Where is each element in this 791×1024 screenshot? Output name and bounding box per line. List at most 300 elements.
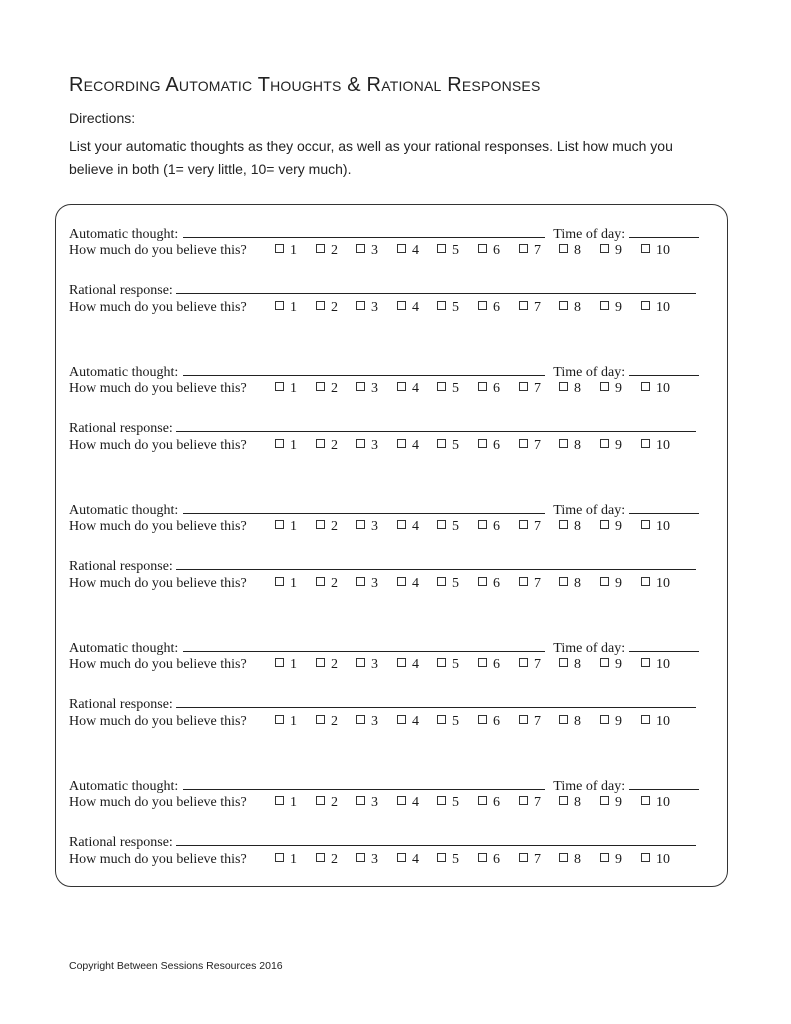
option-label: 4 (412, 714, 419, 729)
belief-option-4[interactable] (397, 713, 419, 731)
checkbox-icon[interactable] (559, 244, 568, 253)
belief-option-4[interactable] (397, 656, 419, 674)
option-label: 2 (331, 852, 338, 867)
automatic-thought-belief-row (69, 656, 689, 674)
automatic-thought-field[interactable] (183, 225, 545, 238)
checkbox-icon[interactable] (316, 520, 325, 529)
checkbox-icon[interactable] (275, 382, 284, 391)
checkbox-icon[interactable] (519, 577, 528, 586)
checkbox-icon[interactable] (437, 715, 446, 724)
checkbox-icon[interactable] (397, 520, 406, 529)
belief-option-1[interactable] (275, 380, 297, 398)
belief-option-1[interactable] (275, 656, 297, 674)
belief-option-10[interactable] (641, 299, 670, 317)
option-label: 7 (534, 243, 541, 258)
belief-option-9[interactable] (600, 299, 622, 317)
belief-option-5[interactable] (437, 851, 459, 869)
rational-response-label: Rational response: (69, 421, 173, 436)
belief-question: How much do you believe this? (69, 300, 247, 315)
belief-option-3[interactable] (356, 242, 378, 260)
belief-option-7[interactable] (519, 713, 541, 731)
automatic-thought-label: Automatic thought: (69, 365, 179, 380)
belief-option-9[interactable] (600, 380, 622, 398)
checkbox-icon[interactable] (641, 382, 650, 391)
checkbox-icon[interactable] (641, 301, 650, 310)
belief-option-10[interactable] (641, 242, 670, 260)
checkbox-icon[interactable] (437, 382, 446, 391)
checkbox-icon[interactable] (478, 715, 487, 724)
belief-option-10[interactable] (641, 518, 670, 536)
checkbox-icon[interactable] (600, 439, 609, 448)
option-label: 9 (615, 381, 622, 396)
belief-option-10[interactable] (641, 380, 670, 398)
checkbox-icon[interactable] (641, 439, 650, 448)
belief-option-8[interactable] (559, 656, 581, 674)
checkbox-icon[interactable] (397, 301, 406, 310)
checkbox-icon[interactable] (559, 520, 568, 529)
checkbox-icon[interactable] (356, 244, 365, 253)
checkbox-icon[interactable] (519, 439, 528, 448)
automatic-thought-belief-row (69, 794, 689, 812)
option-label: 2 (331, 300, 338, 315)
option-label: 1 (290, 438, 297, 453)
checkbox-icon[interactable] (275, 244, 284, 253)
belief-option-4[interactable] (397, 299, 419, 317)
checkbox-icon[interactable] (559, 301, 568, 310)
checkbox-icon[interactable] (437, 853, 446, 862)
option-label: 6 (493, 438, 500, 453)
option-label: 6 (493, 381, 500, 396)
option-label: 10 (656, 438, 670, 453)
belief-option-7[interactable] (519, 851, 541, 869)
checkbox-icon[interactable] (559, 715, 568, 724)
belief-option-9[interactable] (600, 794, 622, 812)
rational-response-field[interactable] (176, 557, 696, 570)
checkbox-icon[interactable] (559, 853, 568, 862)
option-label: 10 (656, 300, 670, 315)
checkbox-icon[interactable] (275, 301, 284, 310)
belief-option-8[interactable] (559, 437, 581, 455)
option-label: 1 (290, 300, 297, 315)
belief-question: How much do you believe this? (69, 852, 247, 867)
rational-response-row (69, 695, 696, 713)
checkbox-icon[interactable] (559, 382, 568, 391)
belief-option-9[interactable] (600, 242, 622, 260)
option-label: 3 (371, 657, 378, 672)
checkbox-icon[interactable] (275, 853, 284, 862)
option-label: 7 (534, 657, 541, 672)
checkbox-icon[interactable] (437, 520, 446, 529)
checkbox-icon[interactable] (478, 244, 487, 253)
option-label: 5 (452, 657, 459, 672)
rational-response-row (69, 557, 696, 575)
checkbox-icon[interactable] (316, 301, 325, 310)
belief-option-1[interactable] (275, 713, 297, 731)
belief-option-1[interactable] (275, 518, 297, 536)
checkbox-icon[interactable] (316, 853, 325, 862)
option-label: 3 (371, 795, 378, 810)
checkbox-icon[interactable] (519, 796, 528, 805)
belief-option-4[interactable] (397, 518, 419, 536)
belief-option-10[interactable] (641, 713, 670, 731)
option-label: 4 (412, 243, 419, 258)
option-label: 5 (452, 300, 459, 315)
directions-label: Directions: (69, 110, 136, 126)
belief-option-9[interactable] (600, 518, 622, 536)
belief-question: How much do you believe this? (69, 381, 247, 396)
belief-option-7[interactable] (519, 656, 541, 674)
checkbox-icon[interactable] (397, 439, 406, 448)
checkbox-icon[interactable] (478, 577, 487, 586)
belief-option-9[interactable] (600, 713, 622, 731)
option-label: 1 (290, 714, 297, 729)
belief-question: How much do you believe this? (69, 438, 247, 453)
checkbox-icon[interactable] (437, 796, 446, 805)
option-label: 8 (574, 300, 581, 315)
belief-option-3[interactable] (356, 380, 378, 398)
belief-option-7[interactable] (519, 380, 541, 398)
belief-option-9[interactable] (600, 656, 622, 674)
checkbox-icon[interactable] (356, 301, 365, 310)
automatic-thought-field[interactable] (183, 363, 545, 376)
belief-option-3[interactable] (356, 794, 378, 812)
checkbox-icon[interactable] (356, 796, 365, 805)
option-label: 8 (574, 519, 581, 534)
option-label: 9 (615, 519, 622, 534)
checkbox-icon[interactable] (275, 715, 284, 724)
belief-option-1[interactable] (275, 851, 297, 869)
belief-option-2[interactable] (316, 794, 338, 812)
checkbox-icon[interactable] (519, 853, 528, 862)
belief-option-1[interactable] (275, 437, 297, 455)
checkbox-icon[interactable] (437, 658, 446, 667)
checkbox-icon[interactable] (559, 439, 568, 448)
option-label: 2 (331, 795, 338, 810)
belief-option-3[interactable] (356, 575, 378, 593)
belief-option-9[interactable] (600, 851, 622, 869)
checkbox-icon[interactable] (356, 439, 365, 448)
page-title: Recording Automatic Thoughts & Rational Responses (69, 74, 541, 96)
option-label: 9 (615, 438, 622, 453)
belief-option-6[interactable] (478, 794, 500, 812)
option-label: 2 (331, 243, 338, 258)
checkbox-icon[interactable] (641, 244, 650, 253)
checkbox-icon[interactable] (600, 301, 609, 310)
checkbox-icon[interactable] (397, 715, 406, 724)
option-label: 3 (371, 381, 378, 396)
checkbox-icon[interactable] (519, 715, 528, 724)
checkbox-icon[interactable] (437, 577, 446, 586)
belief-option-7[interactable] (519, 794, 541, 812)
option-label: 8 (574, 381, 581, 396)
belief-option-10[interactable] (641, 575, 670, 593)
checkbox-icon[interactable] (519, 382, 528, 391)
option-label: 4 (412, 795, 419, 810)
option-label: 10 (656, 795, 670, 810)
rational-response-field[interactable] (176, 695, 696, 708)
belief-option-2[interactable] (316, 575, 338, 593)
option-label: 9 (615, 657, 622, 672)
checkbox-icon[interactable] (519, 520, 528, 529)
checkbox-icon[interactable] (316, 715, 325, 724)
option-label: 10 (656, 852, 670, 867)
checkbox-icon[interactable] (316, 439, 325, 448)
belief-option-5[interactable] (437, 380, 459, 398)
belief-option-9[interactable] (600, 437, 622, 455)
belief-option-3[interactable] (356, 851, 378, 869)
belief-option-3[interactable] (356, 299, 378, 317)
checkbox-icon[interactable] (397, 382, 406, 391)
time-of-day-field[interactable] (629, 363, 699, 376)
automatic-thought-field[interactable] (183, 777, 545, 790)
option-label: 1 (290, 852, 297, 867)
checkbox-icon[interactable] (641, 577, 650, 586)
belief-option-5[interactable] (437, 656, 459, 674)
checkbox-icon[interactable] (559, 658, 568, 667)
checkbox-icon[interactable] (478, 520, 487, 529)
checkbox-icon[interactable] (519, 301, 528, 310)
rational-response-field[interactable] (176, 419, 696, 432)
belief-option-2[interactable] (316, 437, 338, 455)
checkbox-icon[interactable] (478, 382, 487, 391)
belief-option-8[interactable] (559, 299, 581, 317)
belief-option-1[interactable] (275, 242, 297, 260)
option-label: 3 (371, 438, 378, 453)
belief-option-4[interactable] (397, 242, 419, 260)
checkbox-icon[interactable] (600, 853, 609, 862)
belief-question: How much do you believe this? (69, 657, 247, 672)
checkbox-icon[interactable] (600, 520, 609, 529)
checkbox-icon[interactable] (559, 577, 568, 586)
checkbox-icon[interactable] (600, 796, 609, 805)
checkbox-icon[interactable] (600, 577, 609, 586)
checkbox-icon[interactable] (600, 244, 609, 253)
checkbox-icon[interactable] (275, 577, 284, 586)
belief-option-7[interactable] (519, 299, 541, 317)
option-label: 3 (371, 576, 378, 591)
rational-response-field[interactable] (176, 281, 696, 294)
belief-option-8[interactable] (559, 794, 581, 812)
belief-option-5[interactable] (437, 575, 459, 593)
belief-option-2[interactable] (316, 242, 338, 260)
automatic-thought-field[interactable] (183, 639, 545, 652)
belief-option-5[interactable] (437, 794, 459, 812)
checkbox-icon[interactable] (356, 520, 365, 529)
belief-option-7[interactable] (519, 518, 541, 536)
option-label: 3 (371, 852, 378, 867)
checkbox-icon[interactable] (275, 439, 284, 448)
rational-response-row (69, 281, 696, 299)
checkbox-icon[interactable] (316, 796, 325, 805)
option-label: 7 (534, 381, 541, 396)
option-label: 6 (493, 519, 500, 534)
option-label: 3 (371, 519, 378, 534)
belief-option-6[interactable] (478, 380, 500, 398)
option-label: 2 (331, 657, 338, 672)
belief-option-6[interactable] (478, 242, 500, 260)
belief-option-4[interactable] (397, 575, 419, 593)
belief-option-2[interactable] (316, 851, 338, 869)
belief-option-6[interactable] (478, 656, 500, 674)
time-of-day-label: Time of day: (553, 365, 626, 380)
belief-option-3[interactable] (356, 518, 378, 536)
checkbox-icon[interactable] (316, 658, 325, 667)
option-label: 8 (574, 438, 581, 453)
belief-option-8[interactable] (559, 713, 581, 731)
rational-response-belief-row (69, 299, 689, 317)
belief-option-1[interactable] (275, 575, 297, 593)
belief-option-5[interactable] (437, 518, 459, 536)
belief-option-5[interactable] (437, 437, 459, 455)
option-label: 2 (331, 714, 338, 729)
checkbox-icon[interactable] (600, 658, 609, 667)
option-label: 8 (574, 795, 581, 810)
belief-option-8[interactable] (559, 518, 581, 536)
automatic-thought-label: Automatic thought: (69, 641, 179, 656)
checkbox-icon[interactable] (397, 853, 406, 862)
belief-option-6[interactable] (478, 518, 500, 536)
belief-question: How much do you believe this? (69, 243, 247, 258)
checkbox-icon[interactable] (397, 658, 406, 667)
belief-option-10[interactable] (641, 794, 670, 812)
checkbox-icon[interactable] (275, 520, 284, 529)
belief-option-7[interactable] (519, 437, 541, 455)
automatic-thought-label: Automatic thought: (69, 779, 179, 794)
belief-option-6[interactable] (478, 713, 500, 731)
belief-option-8[interactable] (559, 242, 581, 260)
belief-option-10[interactable] (641, 851, 670, 869)
belief-option-5[interactable] (437, 713, 459, 731)
option-label: 4 (412, 300, 419, 315)
checkbox-icon[interactable] (478, 301, 487, 310)
time-of-day-label: Time of day: (553, 779, 626, 794)
belief-option-3[interactable] (356, 713, 378, 731)
belief-option-1[interactable] (275, 299, 297, 317)
checkbox-icon[interactable] (437, 301, 446, 310)
belief-option-6[interactable] (478, 299, 500, 317)
option-label: 6 (493, 300, 500, 315)
belief-option-8[interactable] (559, 851, 581, 869)
belief-option-2[interactable] (316, 713, 338, 731)
checkbox-icon[interactable] (641, 715, 650, 724)
checkbox-icon[interactable] (356, 658, 365, 667)
belief-option-3[interactable] (356, 437, 378, 455)
belief-option-2[interactable] (316, 518, 338, 536)
checkbox-icon[interactable] (397, 796, 406, 805)
option-label: 6 (493, 852, 500, 867)
belief-option-7[interactable] (519, 242, 541, 260)
copyright-footer: Copyright Between Sessions Resources 2016 (69, 960, 283, 972)
option-label: 3 (371, 300, 378, 315)
automatic-thought-row (69, 501, 699, 519)
checkbox-icon[interactable] (600, 715, 609, 724)
option-label: 9 (615, 714, 622, 729)
checkbox-icon[interactable] (478, 658, 487, 667)
option-label: 3 (371, 714, 378, 729)
checkbox-icon[interactable] (478, 439, 487, 448)
checkbox-icon[interactable] (559, 796, 568, 805)
belief-option-4[interactable] (397, 380, 419, 398)
checkbox-icon[interactable] (316, 382, 325, 391)
belief-option-3[interactable] (356, 656, 378, 674)
checkbox-icon[interactable] (356, 853, 365, 862)
belief-option-6[interactable] (478, 851, 500, 869)
automatic-thought-belief-row (69, 518, 689, 536)
time-of-day-field[interactable] (629, 225, 699, 238)
belief-option-1[interactable] (275, 794, 297, 812)
belief-option-4[interactable] (397, 794, 419, 812)
option-label: 3 (371, 243, 378, 258)
checkbox-icon[interactable] (641, 520, 650, 529)
checkbox-icon[interactable] (519, 658, 528, 667)
checkbox-icon[interactable] (641, 796, 650, 805)
checkbox-icon[interactable] (275, 658, 284, 667)
time-of-day-field[interactable] (629, 777, 699, 790)
belief-option-2[interactable] (316, 656, 338, 674)
belief-option-4[interactable] (397, 851, 419, 869)
checkbox-icon[interactable] (275, 796, 284, 805)
option-label: 10 (656, 381, 670, 396)
belief-option-5[interactable] (437, 242, 459, 260)
option-label: 2 (331, 438, 338, 453)
option-label: 2 (331, 519, 338, 534)
checkbox-icon[interactable] (641, 853, 650, 862)
belief-option-8[interactable] (559, 575, 581, 593)
belief-option-2[interactable] (316, 380, 338, 398)
checkbox-icon[interactable] (478, 796, 487, 805)
belief-option-10[interactable] (641, 437, 670, 455)
checkbox-icon[interactable] (519, 244, 528, 253)
belief-option-8[interactable] (559, 380, 581, 398)
time-of-day-field[interactable] (629, 501, 699, 514)
rational-response-belief-row (69, 575, 689, 593)
belief-option-6[interactable] (478, 437, 500, 455)
option-label: 8 (574, 243, 581, 258)
belief-option-6[interactable] (478, 575, 500, 593)
option-label: 5 (452, 519, 459, 534)
checkbox-icon[interactable] (356, 382, 365, 391)
checkbox-icon[interactable] (316, 577, 325, 586)
checkbox-icon[interactable] (437, 244, 446, 253)
belief-option-7[interactable] (519, 575, 541, 593)
checkbox-icon[interactable] (437, 439, 446, 448)
rational-response-field[interactable] (176, 833, 696, 846)
belief-option-9[interactable] (600, 575, 622, 593)
belief-question: How much do you believe this? (69, 714, 247, 729)
checkbox-icon[interactable] (397, 577, 406, 586)
checkbox-icon[interactable] (316, 244, 325, 253)
belief-option-5[interactable] (437, 299, 459, 317)
option-label: 6 (493, 657, 500, 672)
rational-response-row (69, 833, 696, 851)
checkbox-icon[interactable] (600, 382, 609, 391)
option-label: 4 (412, 852, 419, 867)
checkbox-icon[interactable] (641, 658, 650, 667)
belief-option-2[interactable] (316, 299, 338, 317)
belief-option-4[interactable] (397, 437, 419, 455)
time-of-day-field[interactable] (629, 639, 699, 652)
automatic-thought-field[interactable] (183, 501, 545, 514)
checkbox-icon[interactable] (397, 244, 406, 253)
checkbox-icon[interactable] (356, 577, 365, 586)
checkbox-icon[interactable] (478, 853, 487, 862)
option-label: 5 (452, 438, 459, 453)
option-label: 7 (534, 714, 541, 729)
checkbox-icon[interactable] (356, 715, 365, 724)
automatic-thought-belief-row (69, 242, 689, 260)
belief-option-10[interactable] (641, 656, 670, 674)
option-label: 10 (656, 243, 670, 258)
